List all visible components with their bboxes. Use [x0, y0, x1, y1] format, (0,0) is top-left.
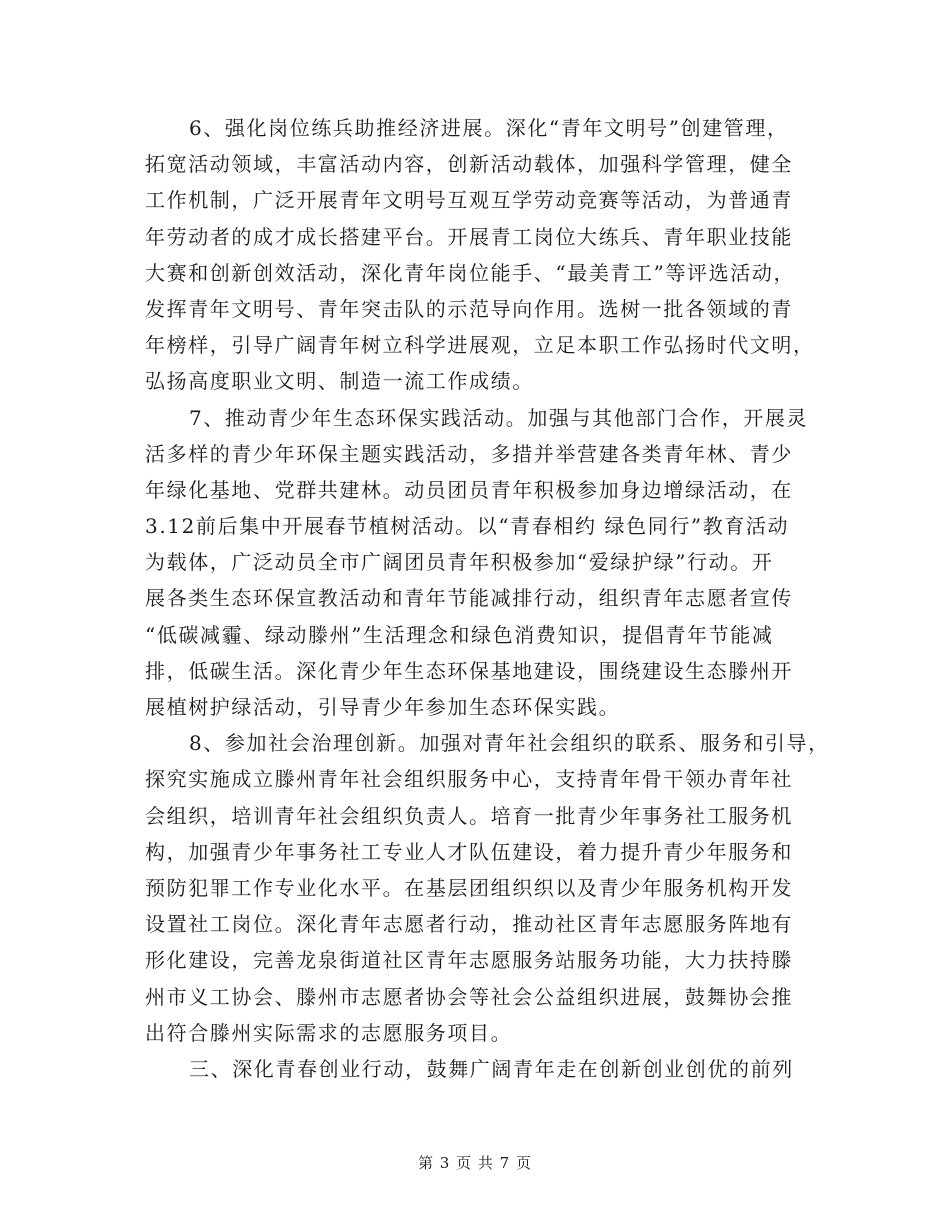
text-line: 弘扬高度职业文明、制造一流工作成绩。: [145, 369, 534, 394]
text-line: 7、推动青少年生态环保实践活动。加强与其他部门合作，开展灵: [189, 405, 809, 430]
text-line: 年劳动者的成才成长搭建平台。开展青工岗位大练兵、青年职业技能: [145, 224, 793, 249]
text-line: 拓宽活动领域，丰富活动内容，创新活动载体，加强科学管理，健全: [145, 152, 793, 177]
text-line: 州市义工协会、滕州市志愿者协会等社会公益组织进展，鼓舞协会推: [145, 984, 793, 1009]
text-line: 发挥青年文明号、青年突击队的示范导向作用。选树一批各领域的青: [145, 296, 793, 321]
text-line: 工作机制，广泛开展青年文明号互观互学劳动竞赛等活动，为普通青: [145, 188, 793, 213]
text-line: 年榜样，引导广阔青年树立科学进展观，立足本职工作弘扬时代文明，: [145, 333, 815, 358]
text-line: 展植树护绿活动，引导青少年参加生态环保实践。: [145, 695, 621, 719]
text-line: 活多样的青少年环保主题实践活动，多措并举营建各类青年林、青少: [145, 441, 793, 466]
document-body: [145, 110, 830, 1087]
text-line: 大赛和创新创效活动，深化青年岗位能手、“最美青工”等评选活动，: [145, 260, 796, 285]
text-line: 8、参加社会治理创新。加强对青年社会组织的联系、服务和引导，: [189, 731, 830, 756]
text-line: 构，加强青少年事务社工专业人才队伍建设，着力提升青少年服务和: [145, 839, 793, 864]
text-line: 会组织，培训青年社会组织负责人。培育一批青少年事务社工服务机: [145, 803, 793, 828]
text-line: 排，低碳生活。深化青少年生态环保基地建设，围绕建设生态滕州开: [145, 658, 793, 683]
text-line: 年绿化基地、党群共建林。动员团员青年积极参加身边增绿活动，在: [145, 477, 793, 502]
text-line: 6、强化岗位练兵助推经济进展。深化“青年文明号”创建管理，: [189, 116, 789, 140]
text-line: 展各类生态环保宣教活动和青年节能减排行动，组织青年志愿者宣传: [145, 586, 793, 611]
text-line: 预防犯罪工作专业化水平。在基层团组织织以及青少年服务机构开发: [145, 875, 793, 900]
text-line: 三、深化青春创业行动，鼓舞广阔青年走在创新创业创优的前列: [189, 1056, 794, 1081]
text-line: 为载体，广泛动员全市广阔团员青年积极参加“爱绿护绿”行动。开: [145, 550, 774, 575]
text-line: 设置社工岗位。深化青年志愿者行动，推动社区青年志愿服务阵地有: [145, 912, 793, 937]
text-line: 出符合滕州实际需求的志愿服务项目。: [145, 1020, 513, 1045]
text-line: 3.12前后集中开展春节植树活动。以“青春相约 绿色同行”教育活动: [145, 514, 790, 539]
text-line: “低碳减霾、绿动滕州”生活理念和绿色消费知识，提倡青年节能减: [145, 622, 774, 647]
page-number-footer: 第 3 页 共 7 页: [418, 1154, 532, 1172]
text-line: 探究实施成立滕州青年社会组织服务中心，支持青年骨干领办青年社: [145, 767, 793, 792]
text-line: 形化建设，完善龙泉街道社区青年志愿服务站服务功能，大力扶持滕: [145, 948, 793, 973]
